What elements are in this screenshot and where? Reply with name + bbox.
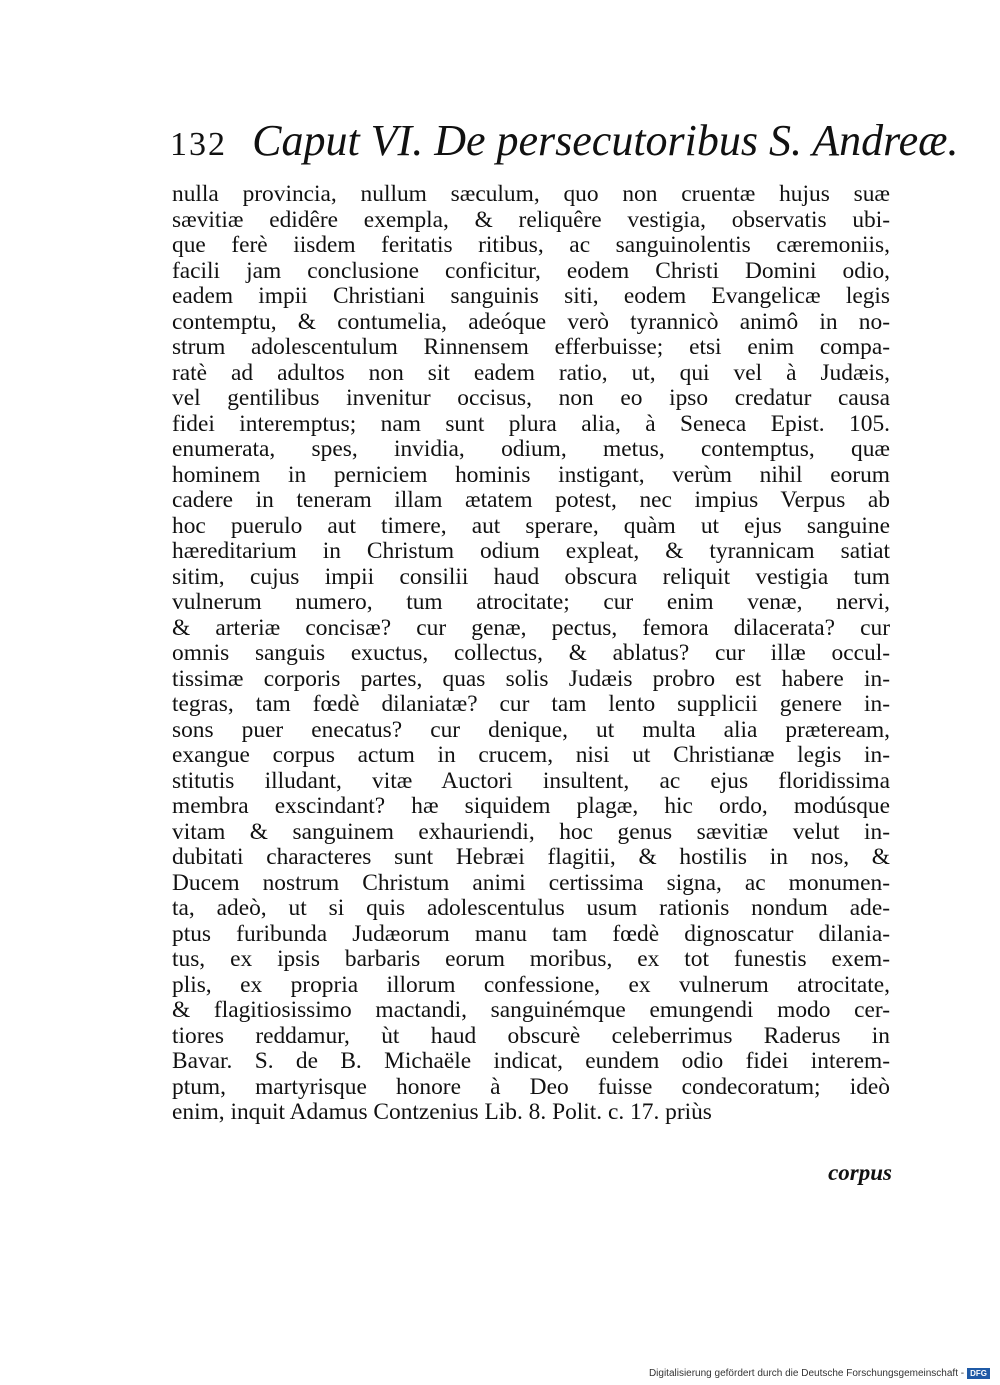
text-line: ratè ad adultos non sit eadem ratio, ut, qui vel à Judæis, [172,359,890,386]
text-line: facili jam conclusione conficitur, eodem Christi Domini odio, [172,257,890,284]
page-number: 132 [170,126,227,163]
text-line: fidei interemptus; nam sunt plura alia, à Seneca Epist. 105. [172,410,890,437]
text-line: dubitati characteres sunt Hebræi flagitii, & hostilis in nos, & [172,844,890,870]
text-line: strum adolescentulum Rinnensem efferbuisse; etsi enim compa- [172,334,890,360]
chapter-title: Caput VI. De persecutoribus S. Andreæ. [252,116,959,165]
text-line: Bavar. S. de B. Michaële indicat, eundem odio fidei interem- [172,1048,890,1074]
text-line: contemptu, & contumelia, adeóque verò tyrannicò animô in no- [172,308,890,335]
text-line: omnis sanguis exuctus, collectus, & ablatus? cur illæ occul- [172,640,890,666]
footer-text: Digitalisierung gefördert durch die Deutsche Forschungsgemeinschaft - [648,1368,965,1379]
text-line: tiores reddamur, ùt haud obscurè celeberrimus Raderus in [172,1022,890,1049]
text-line: hominem in perniciem hominis instigant, verùm nihil eorum [172,461,890,488]
text-line: tissimæ corporis partes, quas solis Judæis probro est habere in- [172,665,890,692]
text-line: sons puer enecatus? cur denique, ut multa alia præteream, [172,716,890,743]
text-line: vitam & sanguinem exhauriendi, hoc genus sævitiæ velut in- [172,818,890,845]
text-line: enumerata, spes, invidia, odium, metus, contemptus, quæ [172,436,890,462]
text-line: hoc puerulo aut timere, aut sperare, quàm ut ejus sanguine [172,512,890,539]
text-line: ptum, martyrisque honore à Deo fuisse condecoratum; ideò [172,1073,890,1100]
text-line: hæreditarium in Christum odium expleat, & tyrannicam satiat [172,538,890,564]
digitization-footer [649,1368,990,1379]
text-line: que ferè iisdem feritatis ritibus, ac sanguinolentis cæremoniis, [172,232,890,258]
text-line: exangue corpus actum in crucem, nisi ut Christianæ legis in- [172,742,890,768]
text-line: tegras, tam fœdè dilaniatæ? cur tam lento supplicii genere in- [172,691,890,717]
catchword: corpus [828,1160,892,1185]
text-line: membra exscindant? hæ siquidem plagæ, hic ordo, modúsque [172,793,890,819]
text-line: ta, adeò, ut si quis adolescentulus usum rationis nondum ade- [172,895,890,921]
text-line: sævitiæ edidêre exempla, & reliquêre vestigia, observatis ubi- [172,206,890,233]
text-line: vel gentilibus invenitur occisus, non eo ipso credatur causa [172,385,890,411]
text-line: nulla provincia, nullum sæculum, quo non cruentæ hujus suæ [172,181,890,207]
text-line: plis, ex propria illorum confessione, ex vulnerum atrocitate, [172,971,890,998]
text-line: Ducem nostrum Christum animi certissima signa, ac monumen- [172,869,890,896]
text-line: tus, ex ipsis barbaris eorum moribus, ex tot funestis exem- [172,946,890,972]
text-line: cadere in teneram illam ætatem potest, nec impius Verpus ab [172,487,890,513]
text-line: eadem impii Christiani sanguinis siti, eodem Evangelicæ legis [172,283,890,309]
text-line: & arteriæ concisæ? cur genæ, pectus, femora dilacerata? cur [172,614,890,641]
text-line: enim, inquit Adamus Contzenius Lib. 8. Polit. c. 17. priùs [172,1099,712,1125]
text-line: stitutis illudant, vitæ Auctori insultent, ac ejus floridissima [172,767,890,794]
dfg-logo-icon: DFG [967,1368,990,1379]
text-line: vulnerum numero, tum atrocitate; cur enim venæ, nervi, [172,589,890,615]
body-text [172,182,890,1126]
running-head [170,115,959,175]
text-line: sitim, cujus impii consilii haud obscura reliquit vestigia tum [172,563,890,590]
text-line: ptus furibunda Judæorum manu tam fœdè dignoscatur dilania- [172,920,890,947]
text-line: & flagitiosissimo mactandi, sanguinémque emungendi modo cer- [172,997,890,1023]
